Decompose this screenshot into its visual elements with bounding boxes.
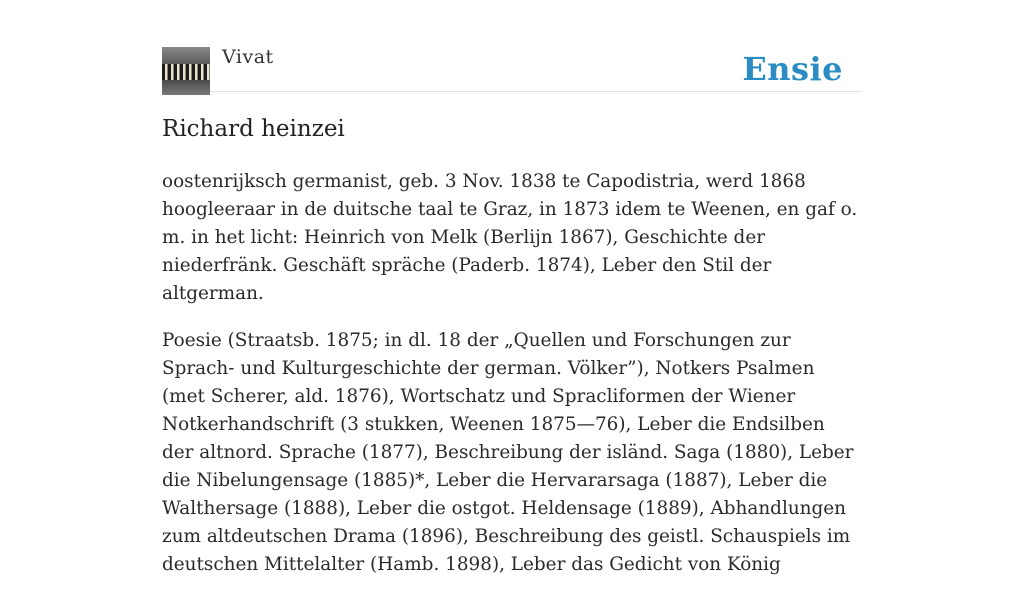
article-body [162,168,862,598]
avatar-top [162,47,210,64]
page-container [162,0,862,575]
article-title: Richard heinzei [162,116,345,142]
article-paragraph: Poesie (Straatsb. 1875; in dl. 18 der „Quellen und Forschungen zur Sprach- und Kulturgeschichte der german. Völker”), Notkers Psalmen (met Scherer, ald. 1876), Wortschatz und Spracliformen der Wiener Notkerhandschrift (3 stukken, Weenen 1875—76), Leber die Endsilben der altnord. Sprache (1877), Beschreibung der isländ. Saga (1880), Leber die Nibelungensage (1885)*, Leber die Hervararsaga (1887), Leber die Walthersage (1888), Leber die ostgot. Heldensage (1889), Abhandlungen zum altdeutschen Drama (1896), Beschreibung des geistl. Schauspiels im deutschen Mittelalter (Hamb. 1898), Leber das Gedicht von König [162,330,854,575]
site-logo[interactable]: Ensie [742,50,843,88]
author-name[interactable]: Vivat [222,46,274,68]
article-paragraph: oostenrijksch germanist, geb. 3 Nov. 1838 te Capodistria, werd 1868 hoogleeraar in de duitsche taal te Graz, in 1873 idem te Weenen, en gaf o. m. in het licht: Heinrich von Melk (Berlijn 1867), Geschichte der niederfränk. Geschäft spräche (Paderb. 1874), Leber den Stil der altgerman. [162,171,858,304]
avatar-bottom [162,80,210,95]
library-books-avatar-icon [162,64,210,80]
author-avatar[interactable] [162,47,210,95]
header [162,0,862,92]
